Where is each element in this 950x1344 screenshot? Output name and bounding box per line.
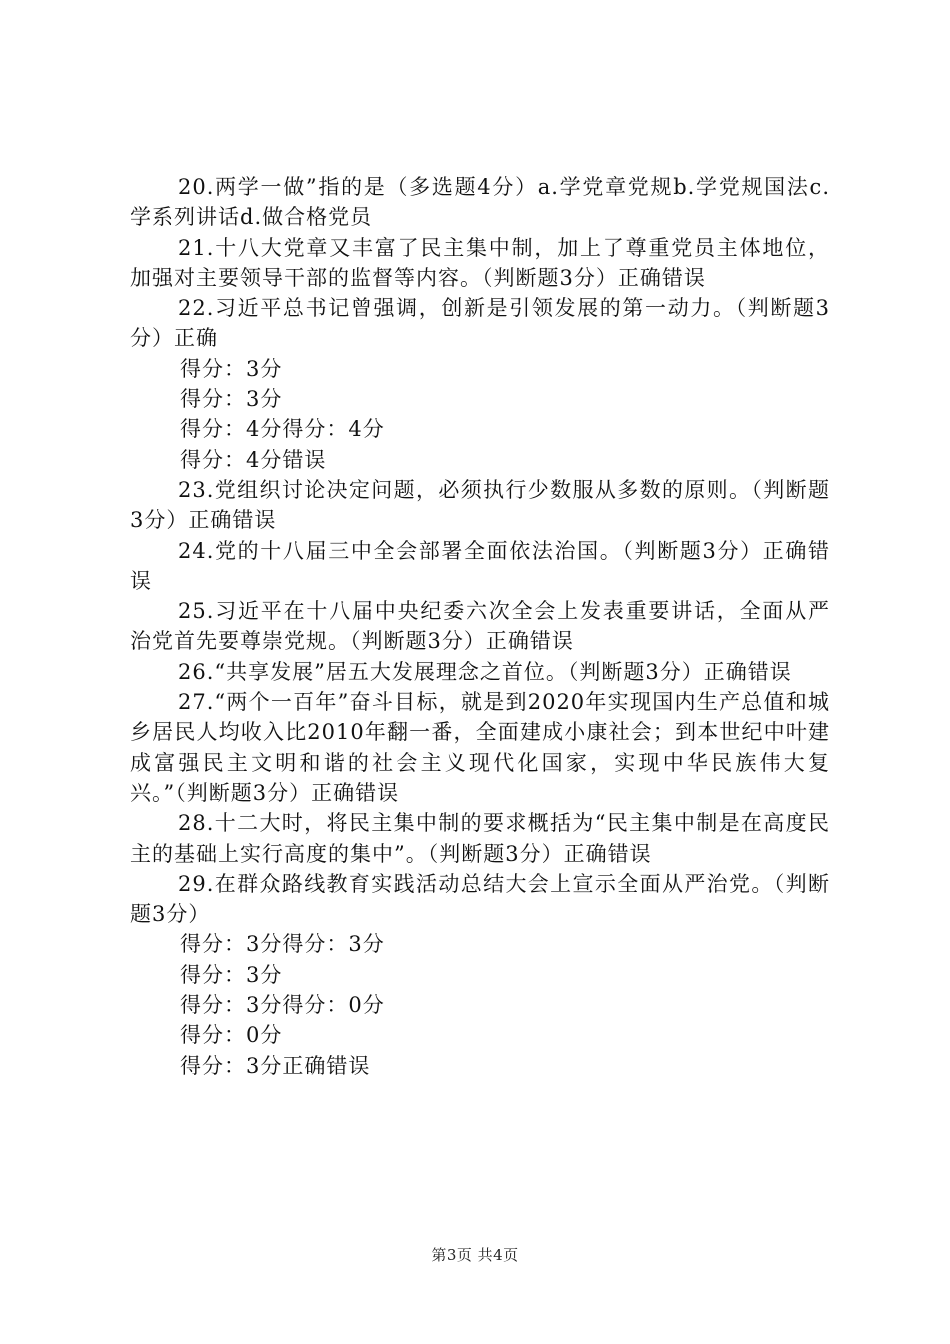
score-line: 得分：3分 <box>180 387 283 412</box>
question-23: 23.党组织讨论决定问题，必须执行少数服从多数的原则。（判断题3分）正确错误 <box>130 477 830 533</box>
document-body <box>130 172 830 1081</box>
question-20: 20.两学一做”指的是（多选题4分）a.学党章党规b.学党规国法c.学系列讲话d.做合格党员 <box>130 175 830 230</box>
question-25: 25.习近平在十八届中央纪委六次全会上发表重要讲话，全面从严治党首先要尊崇党规。（判断题3分）正确错误 <box>130 599 830 654</box>
question-22: 22.习近平总书记曾强调，创新是引领发展的第一动力。（判断题3分）正确 <box>130 296 830 351</box>
score-line: 得分：3分 <box>180 962 283 987</box>
score-line: 得分：3分得分：3分 <box>180 932 385 957</box>
score-line: 得分：3分正确错误 <box>180 1053 371 1078</box>
score-line: 得分：3分 <box>180 356 283 381</box>
score-line: 得分：4分得分：4分 <box>180 417 385 442</box>
question-26: 26.“共享发展”居五大发展理念之首位。（判断题3分）正确错误 <box>178 659 792 684</box>
score-line: 得分：4分错误 <box>180 447 327 472</box>
score-line: 得分：3分得分：0分 <box>180 993 385 1018</box>
question-29: 29.在群众路线教育实践活动总结大会上宣示全面从严治党。（判断题3分） <box>130 871 830 927</box>
page-footer: 第3页 共4页 <box>431 1246 519 1264</box>
score-line: 得分：0分 <box>180 1023 283 1048</box>
question-28: 28.十二大时，将民主集中制的要求概括为“民主集中制是在高度民主的基础上实行高度的集中”。（判断题3分）正确错误 <box>130 811 830 866</box>
question-24: 24.党的十八届三中全会部署全面依法治国。（判断题3分）正确错误 <box>130 538 830 593</box>
question-21: 21.十八大党章又丰富了民主集中制，加上了尊重党员主体地位，加强对主要领导干部的监督等内容。（判断题3分）正确错误 <box>130 235 830 290</box>
question-27: 27.“两个一百年”奋斗目标，就是到2020年实现国内生产总值和城乡居民人均收入比2010年翻一番，全面建成小康社会；到本世纪中叶建成富强民主文明和谐的社会主义现代化国家，实现中华民族伟大复兴。”（判断题3分）正确错误 <box>130 690 830 805</box>
